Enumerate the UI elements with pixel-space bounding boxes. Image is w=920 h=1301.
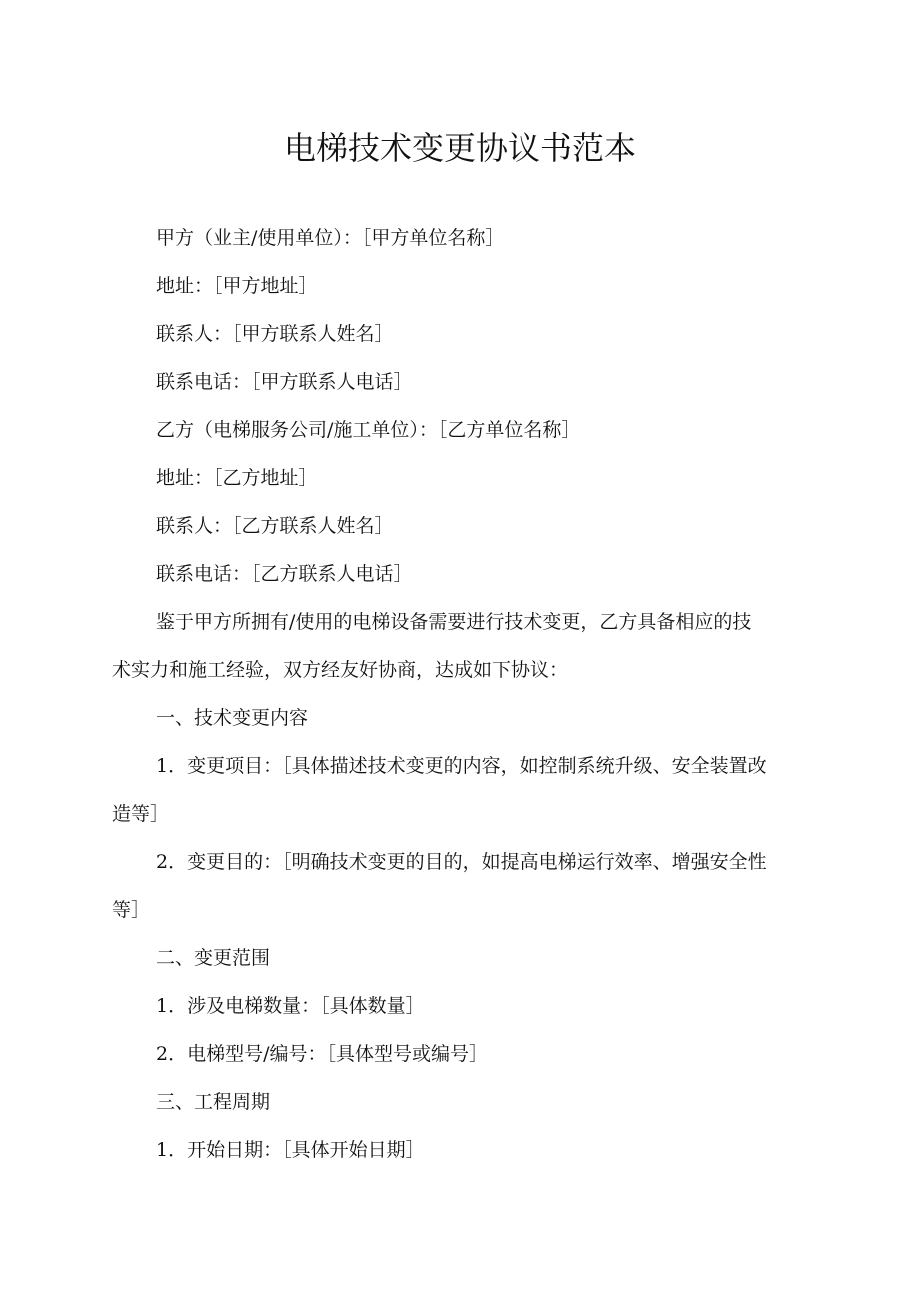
section-2-heading: 二、变更范围	[156, 947, 271, 969]
section-1-heading: 一、技术变更内容	[156, 707, 309, 729]
section-2-item-1: 1．涉及电梯数量：［具体数量］	[156, 995, 425, 1017]
party-a-phone: 联系电话：［甲方联系人电话］	[156, 371, 413, 393]
section-1-item-2-line-2: 等］	[112, 899, 151, 921]
party-a-address: 地址：［甲方地址］	[156, 275, 318, 297]
party-a-contact: 联系人：［甲方联系人姓名］	[156, 323, 394, 345]
section-2-item-2: 2．电梯型号/编号：［具体型号或编号］	[156, 1043, 488, 1065]
party-b-address: 地址：［乙方地址］	[156, 467, 318, 489]
section-3-item-1: 1．开始日期：［具体开始日期］	[156, 1139, 425, 1161]
preamble-line-2: 术实力和施工经验，双方经友好协商，达成如下协议：	[112, 659, 569, 681]
section-1-item-2-line-1: 2．变更目的：［明确技术变更的目的，如提高电梯运行效率、增强安全性	[156, 851, 767, 873]
section-3-heading: 三、工程周期	[156, 1091, 271, 1113]
section-1-item-1-line-1: 1．变更项目：［具体描述技术变更的内容，如控制系统升级、安全装置改	[156, 755, 767, 777]
party-b-contact: 联系人：［乙方联系人姓名］	[156, 515, 394, 537]
party-a-name: 甲方（业主/使用单位）：［甲方单位名称］	[156, 227, 505, 249]
preamble-line-1: 鉴于甲方所拥有/使用的电梯设备需要进行技术变更，乙方具备相应的技	[156, 611, 752, 633]
document-title: 电梯技术变更协议书范本	[283, 129, 636, 167]
document-body	[112, 222, 812, 1182]
section-1-item-1-line-2: 造等］	[112, 803, 170, 825]
party-b-name: 乙方（电梯服务公司/施工单位）：［乙方单位名称］	[156, 419, 581, 441]
party-b-phone: 联系电话：［乙方联系人电话］	[156, 563, 413, 585]
